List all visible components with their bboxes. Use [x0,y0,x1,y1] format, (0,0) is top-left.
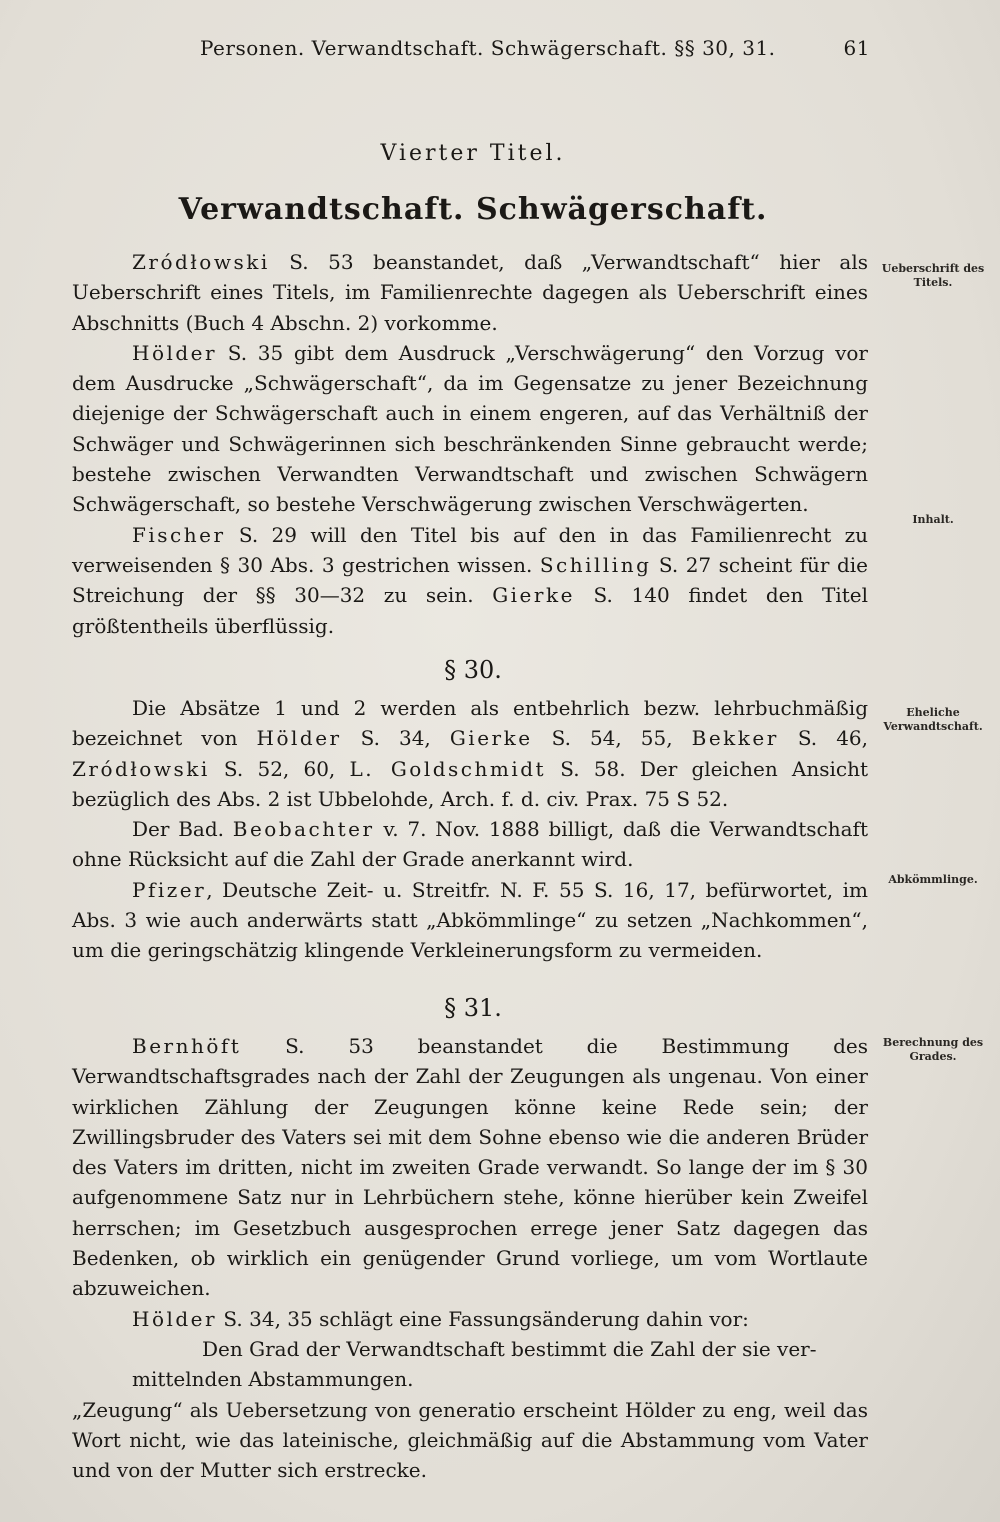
quote-line: mittelnden Abstammungen. [132,1367,414,1392]
paragraph-text: S. 34, [341,726,450,751]
paragraph [72,693,868,814]
section-heading-31: § 31. [444,994,502,1022]
author-name: Bekker [691,726,779,751]
author-name: Schilling [539,552,652,577]
paragraph-text: S. 54, 55, [532,726,692,751]
author-name: L. Goldschmidt [349,756,547,781]
paragraph-text: Der Bad. [132,817,233,842]
paragraph-text: S. 58. Der gleichen Ansicht bezüglich des Abs. 2 ist Ubbelohde, Arch. f. d. civ. Prax. 75 S 52. [72,756,868,811]
author-name: Hölder [132,340,218,365]
author-name: Hölder [132,1306,218,1331]
section-30-text-block [72,693,868,966]
paragraph-text: S. 34, 35 schlägt eine Fassungsänderung dahin vor: [217,1306,749,1331]
margin-note-content: Inhalt. [912,513,954,526]
paragraph [72,338,868,520]
page-number: 61 [843,36,870,60]
author-name: Hölder [256,726,342,751]
section-31-text-block [72,1031,868,1485]
author-name: Gierke [449,726,533,751]
paragraph [72,247,868,338]
intro-text-block [72,247,868,641]
paragraph-text: S. 35 gibt dem Ausdruck „Verschwägerung“ den Vorzug vor dem Ausdrucke „Schwägerschaft“, da im Gegensatze zu jener Bezeichnung diejenige der Schwägerschaft auch in einem engeren, auf das Verhältniß der Schwäger und Schwägerinnen sich beschränkenden Sinne gebraucht werde; bestehe zwischen Verwandten Verwandtschaft und zwischen Schwägern Schwägerschaft, so bestehe Verschwägerung zwischen Verschwägerten. [72,340,868,517]
title-heading: Verwandtschaft. Schwägerschaft. [178,192,768,227]
author-name: Gierke [492,583,575,608]
margin-note-degree: Berechnung des Grades. [882,1036,984,1063]
section-heading-30: § 30. [444,656,502,684]
paragraph [72,520,868,641]
paragraph-text: S. 53 beanstandet, daß „Verwandtschaft“ hier als Ueberschrift eines Titels, im Familienrechte dagegen als Ueberschrift eines Abschnitts (Buch 4 Abschn. 2) vorkomme. [72,250,868,335]
paragraph-text: Die Absätze 1 und 2 werden als entbehrlich bezw. lehrbuchmäßig bezeichnet von [72,696,868,751]
running-head [200,36,870,66]
paragraph: „Zeugung“ als Uebersetzung von generatio erscheint Hölder zu eng, weil das Wort nicht, wie das lateinische, gleichmäßig auf die Abstammung vom Vater und von der Mutter sich erstrecke. [72,1397,868,1483]
title-label: Vierter Titel. [380,141,566,166]
author-name: Bernhöft [132,1034,242,1058]
paragraph-text: S. 52, 60, [209,756,350,781]
paragraph [72,1031,868,1304]
author-name: Fischer [132,522,226,547]
paragraph-text: S. 53 beanstandet die Bestimmung des Verwandtschaftsgrades nach der Zahl der Zeugungen als ungenau. Von einer wirklichen Zählung der Zeugungen könne keine Rede sein; der Zwillingsbruder des Vaters sei mit dem Sohne ebenso wie die anderen Brüder des Vaters im dritten, nicht im zweiten Grade verwandt. So lange der im § 30 aufgenommene Satz nur in Lehrbüchern stehe, könne hierüber kein Zweifel herrschen; im Gesetzbuch ausgesprochen errege jener Satz dagegen das Bedenken, ob wirklich ein genügender Grund vorliege, um vom Wortlaute abzuweichen. [72,1034,868,1301]
author-name: Zródłowski [72,756,210,781]
paragraph-text: v. 7. Nov. 1888 billigt, daß die Verwandtschaft ohne Rücksicht auf die Zahl der Grade anerkannt wird. [72,817,868,872]
paragraph [72,814,868,875]
quote-line: Den Grad der Verwandtschaft bestimmt die Zahl der sie ver- [202,1336,817,1361]
paragraph [72,1304,868,1334]
author-name: Pfizer [132,877,207,902]
paragraph-text: S. 27 scheint für die Streichung der §§ 30—32 zu sein. [72,552,868,608]
paragraph-text: S. 46, [778,726,868,751]
running-head-text: Personen. Verwandtschaft. Schwägerschaft. §§ 30, 31. [200,36,776,60]
paragraph-text: S. 140 findet den Titel größtentheils überflüssig. [72,583,868,638]
paragraph-text: S. 29 will den Titel bis auf den in das Familienrecht zu verweisenden § 30 Abs. 3 gestrichen wissen. [72,522,868,577]
author-name: Beobachter [232,817,375,842]
margin-note-kinship: Eheliche Verwandtschaft. [883,706,983,733]
paragraph [72,875,868,966]
margin-note-heading: Ueberschrift des Titels. [881,262,985,289]
author-name: Zródłowski [132,250,270,274]
margin-note-descendants: Abkömmlinge. [888,873,978,886]
paragraph-text: , Deutsche Zeit- u. Streitfr. N. F. 55 S. 16, 17, befürwortet, im Abs. 3 wie auch anderwärts statt „Abkömmlinge“ zu setzen „Nachkommen“, um die geringschätzig klingende Verkleinerungsform zu vermeiden. [72,877,868,963]
